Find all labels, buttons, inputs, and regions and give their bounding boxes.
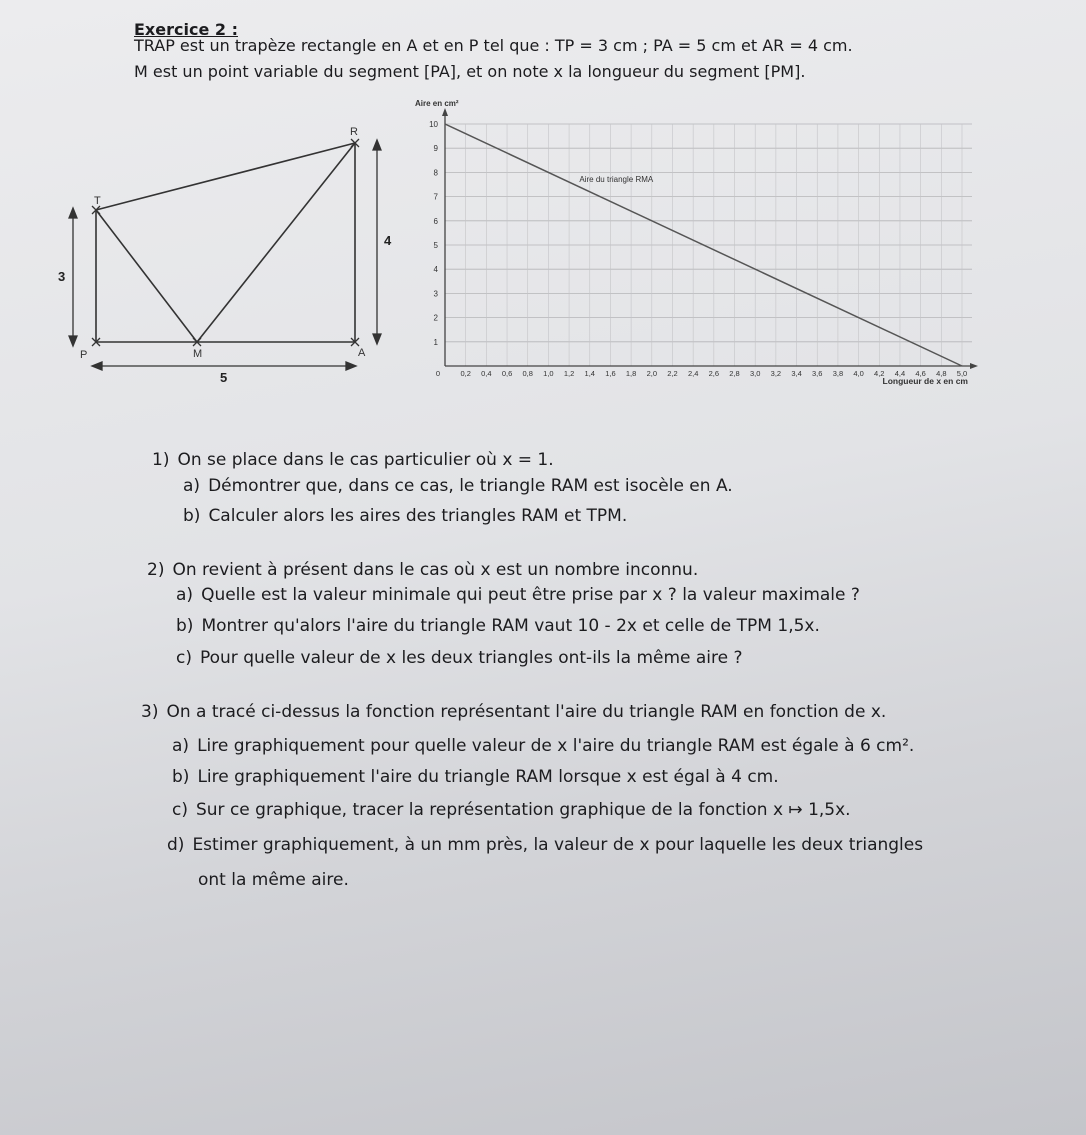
x-tick-label: 4,8 xyxy=(936,369,947,378)
question-part xyxy=(183,476,733,496)
exercise-title: Exercice 2 : xyxy=(134,20,238,39)
question-part xyxy=(176,616,820,636)
x-tick-label: 3,0 xyxy=(749,369,761,378)
part-text: Sur ce graphique, tracer la représentation graphique de la fonction x ↦ 1,5x. xyxy=(195,800,851,820)
x-tick-label: 2,0 xyxy=(646,369,658,378)
question-part xyxy=(167,835,923,855)
length-PA: 5 xyxy=(220,370,228,385)
x-tick-label: 2,8 xyxy=(729,369,740,378)
question-part xyxy=(198,870,349,890)
question-text: On revient à présent dans le cas où x est un nombre inconnu. xyxy=(172,560,699,580)
exercise-intro-line-2: M est un point variable du segment [PA], et on note x la longueur du segment [PM]. xyxy=(134,62,806,81)
part-text: Pour quelle valeur de x les deux triangles ont-ils la même aire ? xyxy=(199,648,743,668)
part-label: a) xyxy=(183,476,201,496)
question-number: 2) xyxy=(147,560,165,580)
question-part xyxy=(183,506,627,526)
y-tick-label: 10 xyxy=(429,120,438,129)
x-tick-label: 2,6 xyxy=(708,369,720,378)
y-tick-label: 2 xyxy=(433,313,438,323)
x-tick-label: 3,2 xyxy=(770,369,782,378)
part-label: b) xyxy=(172,767,190,787)
part-text: Estimer graphiquement, à un mm près, la valeur de x pour laquelle les deux triangles xyxy=(192,835,924,855)
question-part xyxy=(176,648,743,668)
part-text: Lire graphiquement pour quelle valeur de x l'aire du triangle RAM est égale à 6 cm². xyxy=(197,736,915,756)
question-part xyxy=(176,585,860,605)
label-R: R xyxy=(350,126,358,138)
question-2 xyxy=(147,560,698,580)
length-TP: 3 xyxy=(58,269,66,284)
x-tick-label: 2,4 xyxy=(687,369,699,378)
question-3 xyxy=(141,702,886,722)
x-tick-label: 4,4 xyxy=(894,369,906,378)
y-tick-label: 4 xyxy=(433,265,438,275)
question-text: On a tracé ci-dessus la fonction représentant l'aire du triangle RAM en fonction de x. xyxy=(166,702,887,722)
label-P: P xyxy=(80,349,88,361)
y-tick-label: 9 xyxy=(433,144,438,154)
part-text: ont la même aire. xyxy=(198,870,349,890)
x-tick-label: 0,8 xyxy=(522,369,533,378)
x-tick-label: 3,8 xyxy=(832,369,844,378)
exercise-intro-line-1: TRAP est un trapèze rectangle en A et en P tel que : TP = 3 cm ; PA = 5 cm et AR = 4 cm. xyxy=(134,36,853,55)
y-axis-title: Aire en cm² xyxy=(415,99,459,108)
label-A: A xyxy=(358,347,366,359)
x-tick-label: 3,6 xyxy=(812,369,823,378)
question-part xyxy=(172,800,851,820)
part-text: Quelle est la valeur minimale qui peut être prise par x ? la valeur maximale ? xyxy=(201,585,860,605)
label-T: T xyxy=(94,195,101,207)
question-part xyxy=(172,736,914,756)
part-label: b) xyxy=(176,616,194,636)
part-label: c) xyxy=(176,648,192,668)
x-tick-label: 2,2 xyxy=(667,369,678,378)
y-tick-label: 3 xyxy=(433,289,438,299)
x-tick-label: 4,6 xyxy=(915,369,926,378)
part-label: a) xyxy=(172,736,190,756)
x-axis-title: Longueur de x en cm xyxy=(882,376,968,386)
part-label: a) xyxy=(176,585,194,605)
part-label: b) xyxy=(183,506,201,526)
y-tick-label: 5 xyxy=(433,241,438,250)
y-tick-label: 7 xyxy=(433,192,438,202)
x-tick-label: 1,4 xyxy=(584,369,595,378)
y-axis-arrow xyxy=(442,108,448,116)
x-tick-label: 0,6 xyxy=(501,369,513,378)
y-tick-label: 8 xyxy=(433,168,438,178)
x-tick-label: 0,2 xyxy=(460,369,471,378)
part-text: Calculer alors les aires des triangles RAM et TPM. xyxy=(208,506,628,526)
x-tick-label: 1,8 xyxy=(625,369,637,378)
x-tick-label: 1,6 xyxy=(605,369,616,378)
question-1 xyxy=(152,450,554,470)
x-axis-arrow xyxy=(970,363,978,369)
question-number: 3) xyxy=(141,702,159,722)
label-M: M xyxy=(193,348,203,360)
part-text: Démontrer que, dans ce cas, le triangle RAM est isocèle en A. xyxy=(208,476,733,496)
length-AR: 4 xyxy=(384,233,392,248)
x-tick-label: 0 xyxy=(435,369,441,378)
series-label: Aire du triangle RMA xyxy=(579,175,654,185)
x-tick-label: 3,4 xyxy=(791,369,802,378)
area-chart xyxy=(0,0,1086,420)
part-text: Montrer qu'alors l'aire du triangle RAM vaut 10 - 2x et celle de TPM 1,5x. xyxy=(201,616,820,636)
part-text: Lire graphiquement l'aire du triangle RAM lorsque x est égal à 4 cm. xyxy=(197,767,779,787)
question-text: On se place dans le cas particulier où x = 1. xyxy=(177,450,554,470)
part-label: c) xyxy=(172,800,188,820)
part-label: d) xyxy=(167,835,185,855)
x-tick-label: 4,0 xyxy=(853,369,864,378)
question-number: 1) xyxy=(152,450,170,470)
y-tick-label: 6 xyxy=(433,216,438,226)
question-part xyxy=(172,767,779,787)
x-tick-label: 1,0 xyxy=(543,369,554,378)
y-tick-label: 1 xyxy=(433,337,438,347)
x-tick-label: 4,2 xyxy=(874,369,885,378)
x-tick-label: 5,0 xyxy=(956,369,968,378)
x-tick-label: 0,4 xyxy=(481,369,492,378)
x-tick-label: 1,2 xyxy=(563,369,575,378)
